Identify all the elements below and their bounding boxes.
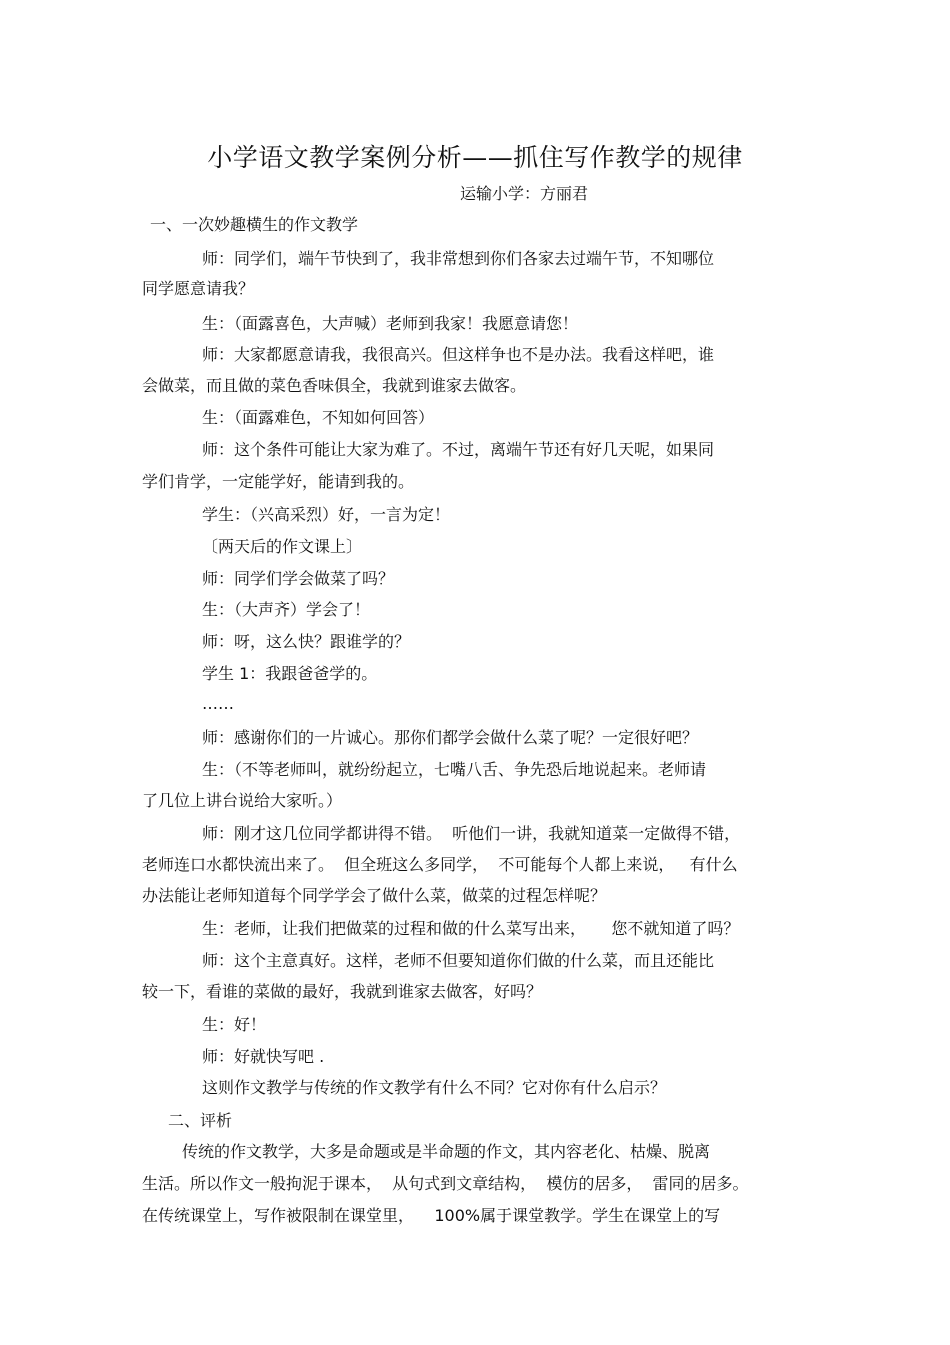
paragraph-line: 学生：（兴高采烈）好，一言为定！ — [202, 505, 451, 524]
paragraph-line: 生：老师，让我们把做菜的过程和做的什么菜写出来， 您不就知道了吗？ — [202, 919, 740, 938]
paragraph-line: 生：好！ — [202, 1015, 267, 1034]
paragraph-line: 生活。所以作文一般拘泥于课本， 从句式到文章结构， 模仿的居多， 雷同的居多。 — [142, 1174, 749, 1193]
paragraph-line: 同学愿意请我？ — [142, 279, 255, 298]
paragraph-line: 这则作文教学与传统的作文教学有什么不同？它对你有什么启示？ — [202, 1078, 667, 1097]
paragraph-line: 师：刚才这几位同学都讲得不错。 听他们一讲，我就知道菜一定做得不错， — [202, 824, 741, 843]
paragraph-line: …… — [202, 694, 234, 713]
paragraph-line: 会做菜，而且做的菜色香味俱全，我就到谁家去做客。 — [142, 376, 527, 395]
paragraph-line: 学生 1：我跟爸爸学的。 — [202, 664, 378, 683]
section-heading-1: 一、一次妙趣横生的作文教学 — [150, 215, 359, 234]
paragraph-line: 学们肯学，一定能学好，能请到我的。 — [142, 472, 415, 491]
paragraph-line: 师：大家都愿意请我，我很高兴。但这样争也不是办法。我看这样吧，谁 — [202, 345, 715, 364]
paragraph-line: 在传统课堂上，写作被限制在课堂里， 100%属于课堂教学。学生在课堂上的写 — [142, 1206, 721, 1225]
paragraph-line: 生：（面露喜色，大声喊）老师到我家！我愿意请您！ — [202, 314, 579, 333]
paragraph-line: 较一下，看谁的菜做的最好，我就到谁家去做客，好吗？ — [142, 982, 543, 1001]
paragraph-line: 师：呀，这么快？跟谁学的？ — [202, 632, 411, 651]
paragraph-line: 传统的作文教学，大多是命题或是半命题的作文，其内容老化、枯燥、脱离 — [182, 1142, 711, 1161]
paragraph-line: 生：（面露难色，不知如何回答） — [202, 408, 435, 427]
paragraph-line: 师：这个主意真好。这样，老师不但要知道你们做的什么菜，而且还能比 — [202, 951, 715, 970]
paragraph-line: 师：感谢你们的一片诚心。那你们都学会做什么菜了呢？一定很好吧？ — [202, 728, 699, 747]
paragraph-line: 师：这个条件可能让大家为难了。不过，离端午节还有好几天呢，如果同 — [202, 440, 715, 459]
paragraph-line: 了几位上讲台说给大家听。） — [142, 791, 343, 810]
document-title: 小学语文教学案例分析——抓住写作教学的规律 — [207, 143, 743, 172]
paragraph-line: 师：好就快写吧 . — [202, 1047, 325, 1066]
paragraph-line: 师：同学们，端午节快到了，我非常想到你们各家去过端午节，不知哪位 — [202, 249, 715, 268]
paragraph-line: 老师连口水都快流出来了。 但全班这么多同学， 不可能每个人都上来说， 有什么 — [142, 855, 738, 874]
paragraph-line: 办法能让老师知道每个同学学会了做什么菜，做菜的过程怎样呢？ — [142, 886, 607, 905]
paragraph-line: 师：同学们学会做菜了吗？ — [202, 569, 395, 588]
paragraph-line: 生：（大声齐）学会了！ — [202, 600, 371, 619]
author-line: 运输小学：方丽君 — [460, 184, 589, 203]
section-heading-2: 二、评析 — [168, 1111, 233, 1130]
paragraph-line: 生：（不等老师叫，就纷纷起立，七嘴八舌、争先恐后地说起来。老师请 — [202, 760, 707, 779]
paragraph-line: 〔两天后的作文课上〕 — [202, 537, 363, 556]
